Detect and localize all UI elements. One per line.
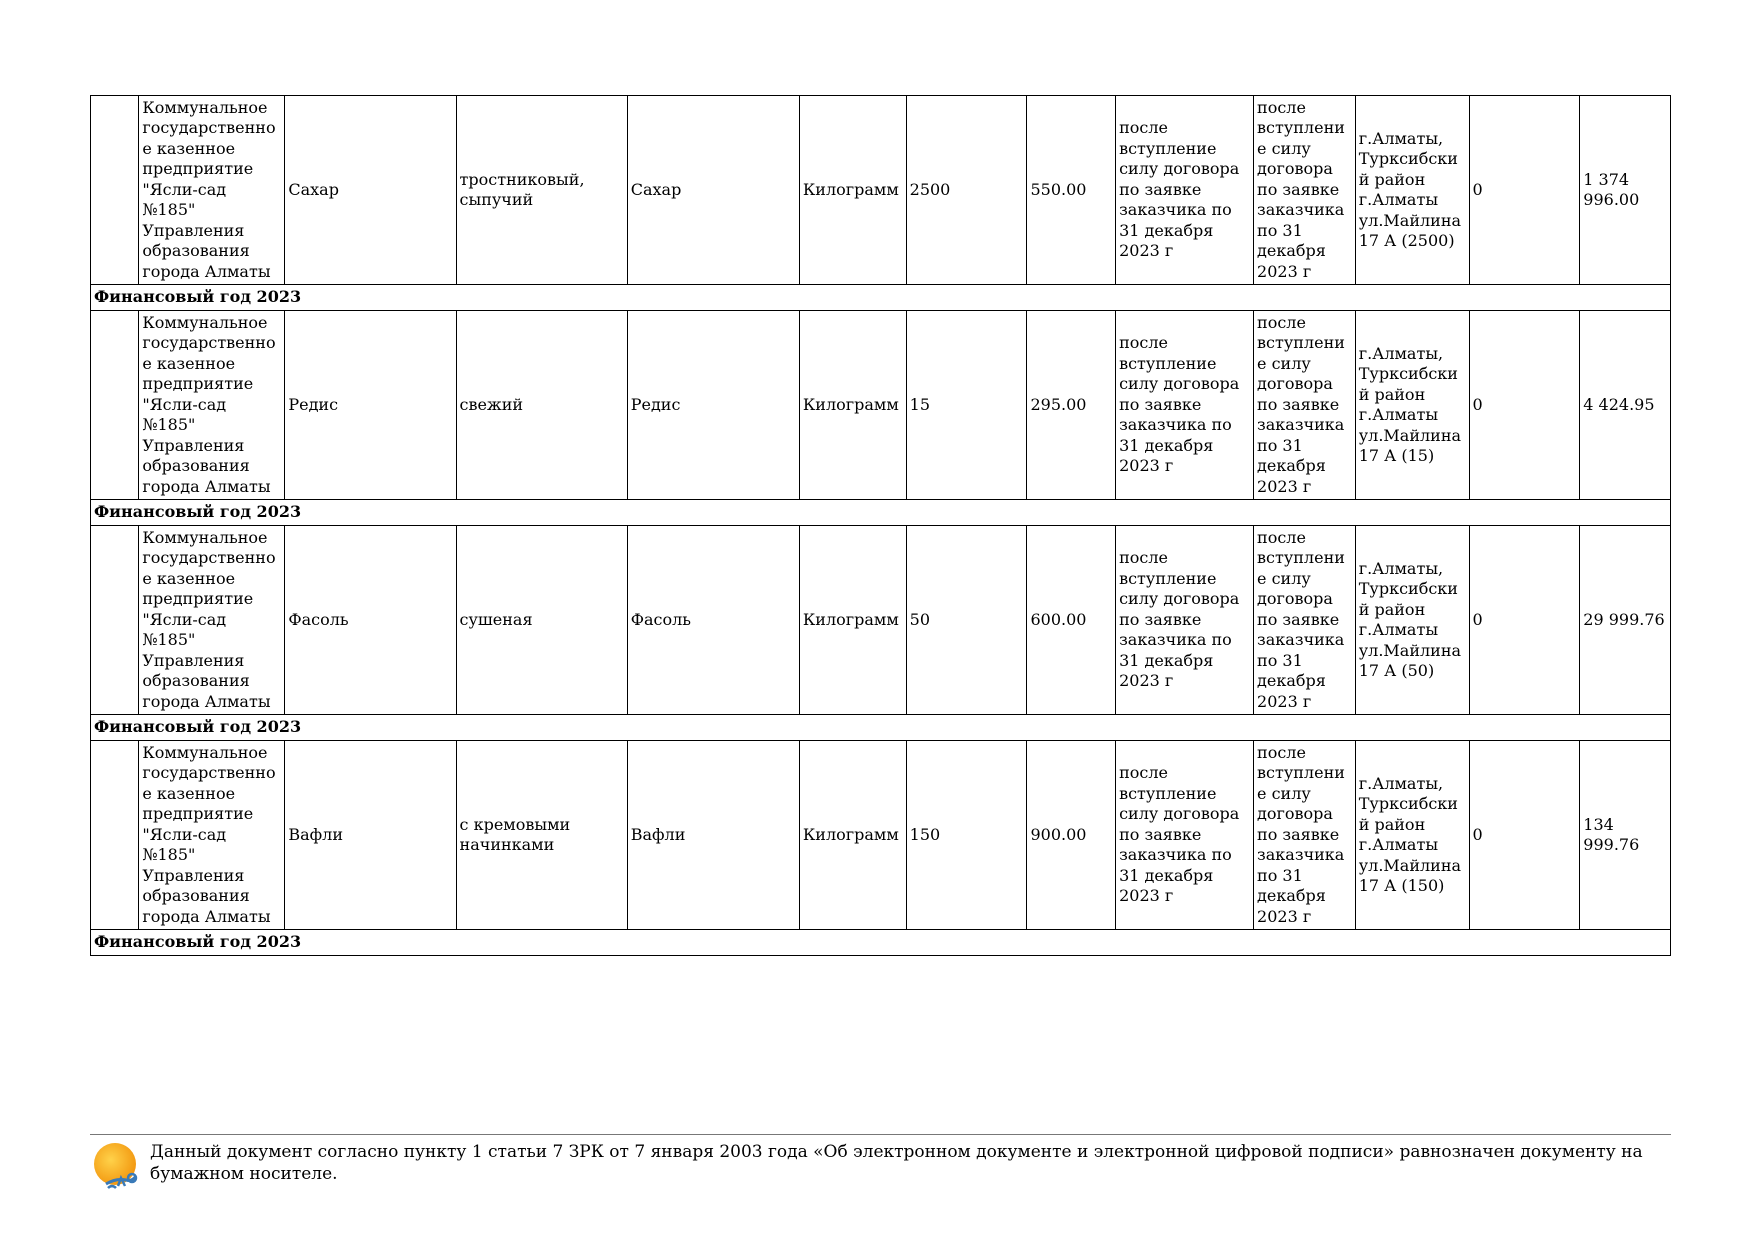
cell-quantity: 50	[906, 526, 1027, 715]
cell-delivery-term: после вступление силу договора по заявке заказчика по 31 декабря 2023 г	[1116, 311, 1254, 500]
year-row	[91, 715, 1671, 741]
cell-advance: 0	[1469, 741, 1580, 930]
cell-customer: Коммунальное государственное казенное предприятие "Ясли-сад №185" Управления образования города Алматы	[139, 96, 285, 285]
cell-unit: Килограмм	[799, 526, 906, 715]
year-label: Финансовый год 2023	[91, 930, 1671, 956]
cell-total: 29 999.76	[1580, 526, 1671, 715]
procurement-plan-table	[90, 95, 1671, 956]
cell-unit: Килограмм	[799, 96, 906, 285]
table-body	[91, 96, 1671, 956]
year-row	[91, 500, 1671, 526]
cell-price: 295.00	[1027, 311, 1116, 500]
year-label: Финансовый год 2023	[91, 285, 1671, 311]
cell-price: 600.00	[1027, 526, 1116, 715]
cell-number	[91, 96, 139, 285]
cell-short-name: Фасоль	[627, 526, 799, 715]
cell-number	[91, 311, 139, 500]
cell-delivery-term-2: после вступление силу договора по заявке заказчика по 31 декабря 2023 г	[1254, 741, 1356, 930]
cell-unit: Килограмм	[799, 741, 906, 930]
cell-characteristic: тростниковый, сыпучий	[456, 96, 627, 285]
cell-delivery-term: после вступление силу договора по заявке заказчика по 31 декабря 2023 г	[1116, 96, 1254, 285]
cell-total: 134 999.76	[1580, 741, 1671, 930]
cell-place: г.Алматы, Турксибский район г.Алматы ул.Майлина 17 А (15)	[1355, 311, 1469, 500]
table-row	[91, 311, 1671, 500]
table-row	[91, 741, 1671, 930]
footer-divider	[90, 1134, 1671, 1135]
cell-total: 4 424.95	[1580, 311, 1671, 500]
footer-legal-text: Данный документ согласно пункту 1 статьи 7 ЗРК от 7 января 2003 года «Об электронном документе и электронной цифровой подписи» равнозначен документу на бумажном носителе.	[150, 1142, 1643, 1184]
cell-name: Вафли	[285, 741, 456, 930]
cell-quantity: 2500	[906, 96, 1027, 285]
cell-delivery-term-2: после вступление силу договора по заявке заказчика по 31 декабря 2023 г	[1254, 526, 1356, 715]
cell-total: 1 374 996.00	[1580, 96, 1671, 285]
cell-delivery-term-2: после вступление силу договора по заявке заказчика по 31 декабря 2023 г	[1254, 96, 1356, 285]
cell-characteristic: сушеная	[456, 526, 627, 715]
cell-number	[91, 526, 139, 715]
year-label: Финансовый год 2023	[91, 715, 1671, 741]
year-row	[91, 930, 1671, 956]
cell-place: г.Алматы, Турксибский район г.Алматы ул.Майлина 17 А (50)	[1355, 526, 1469, 715]
cell-price: 900.00	[1027, 741, 1116, 930]
cell-name: Сахар	[285, 96, 456, 285]
cell-delivery-term: после вступление силу договора по заявке заказчика по 31 декабря 2023 г	[1116, 741, 1254, 930]
cell-short-name: Сахар	[627, 96, 799, 285]
cell-advance: 0	[1469, 311, 1580, 500]
egov-logo-icon	[92, 1140, 142, 1192]
cell-advance: 0	[1469, 96, 1580, 285]
cell-characteristic: с кремовыми начинками	[456, 741, 627, 930]
cell-number	[91, 741, 139, 930]
cell-delivery-term-2: после вступление силу договора по заявке заказчика по 31 декабря 2023 г	[1254, 311, 1356, 500]
cell-unit: Килограмм	[799, 311, 906, 500]
table-row	[91, 526, 1671, 715]
cell-characteristic: свежий	[456, 311, 627, 500]
table-row	[91, 96, 1671, 285]
cell-advance: 0	[1469, 526, 1580, 715]
cell-customer: Коммунальное государственное казенное предприятие "Ясли-сад №185" Управления образования города Алматы	[139, 311, 285, 500]
cell-quantity: 15	[906, 311, 1027, 500]
cell-place: г.Алматы, Турксибский район г.Алматы ул.Майлина 17 А (150)	[1355, 741, 1469, 930]
footer	[90, 1140, 1671, 1200]
cell-customer: Коммунальное государственное казенное предприятие "Ясли-сад №185" Управления образования города Алматы	[139, 526, 285, 715]
cell-delivery-term: после вступление силу договора по заявке заказчика по 31 декабря 2023 г	[1116, 526, 1254, 715]
cell-name: Фасоль	[285, 526, 456, 715]
cell-short-name: Редис	[627, 311, 799, 500]
year-row	[91, 285, 1671, 311]
cell-name: Редис	[285, 311, 456, 500]
cell-price: 550.00	[1027, 96, 1116, 285]
cell-place: г.Алматы, Турксибский район г.Алматы ул.Майлина 17 А (2500)	[1355, 96, 1469, 285]
cell-quantity: 150	[906, 741, 1027, 930]
cell-customer: Коммунальное государственное казенное предприятие "Ясли-сад №185" Управления образования города Алматы	[139, 741, 285, 930]
cell-short-name: Вафли	[627, 741, 799, 930]
year-label: Финансовый год 2023	[91, 500, 1671, 526]
